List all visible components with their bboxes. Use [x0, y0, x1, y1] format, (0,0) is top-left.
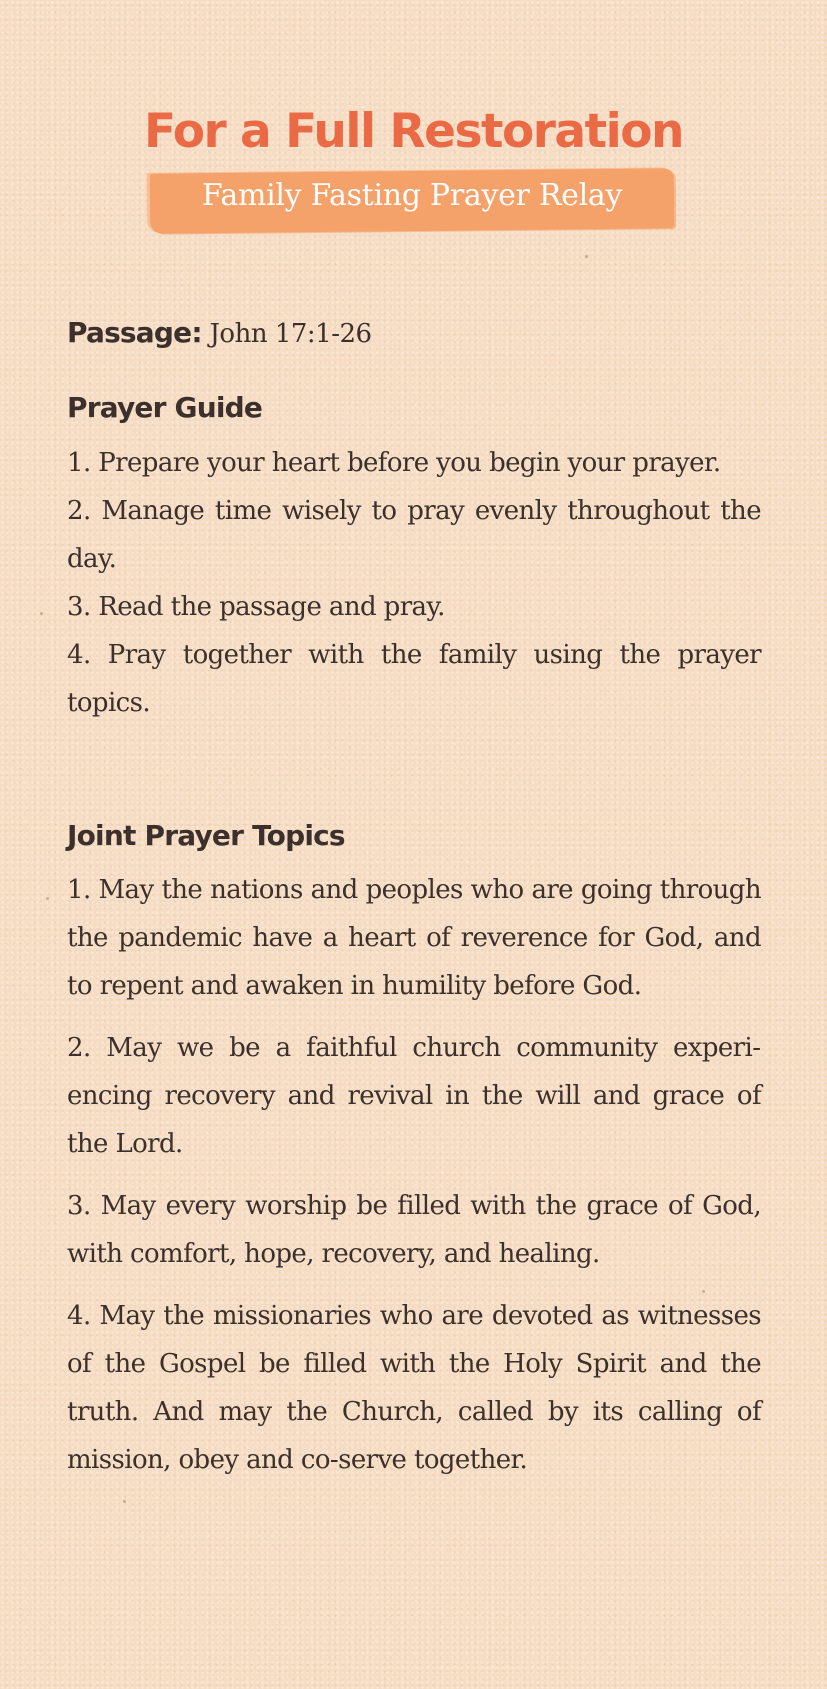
prayer-guide-item: 1. Prepare your heart before you begin your prayer.	[67, 448, 721, 478]
passage-reference: John 17:1-26	[201, 319, 372, 349]
passage-separator: :	[191, 316, 202, 349]
passage-line	[67, 316, 372, 350]
page-title: For a Full Restoration	[144, 104, 683, 159]
joint-prayer-topic-item: 1. May the nations and peoples who are going through the pandemic have a heart of reverence for God, and to repent and awaken in humility before God.	[67, 875, 761, 1001]
joint-prayer-topics-heading: Joint Prayer Topics	[67, 819, 345, 852]
prayer-guide-item: 2. Manage time wisely to pray evenly throughout the day.	[67, 496, 761, 574]
passage-label: Passage	[67, 316, 192, 349]
paper-speck	[585, 255, 588, 258]
paper-speck	[46, 897, 49, 900]
joint-prayer-topic-item: 2. May we be a faithful church community experiencing recovery and revival in the will and grace of the Lord.	[67, 1033, 761, 1159]
prayer-guide-item: 3. Read the passage and pray.	[67, 592, 445, 622]
paper-speck	[702, 1290, 705, 1293]
prayer-guide-heading: Prayer Guide	[67, 391, 263, 424]
joint-prayer-topic-item: 3. May every worship be filled with the grace of God, with comfort, hope, recovery, and healing.	[67, 1191, 761, 1269]
joint-prayer-topic-item: 4. May the missionaries who are devoted as witnesses of the Gospel be filled with the Holy Spirit and the truth. And may the Church, called by its calling of mission, obey and co-serve together.	[67, 1301, 761, 1475]
page-subtitle: Family Fasting Prayer Relay	[201, 178, 623, 213]
prayer-guide-item: 4. Pray together with the family using the prayer topics.	[67, 640, 761, 718]
joint-prayer-topics-list	[67, 866, 761, 1498]
paper-speck	[40, 612, 43, 615]
prayer-guide-list	[67, 439, 761, 727]
paper-speck	[123, 1500, 126, 1503]
